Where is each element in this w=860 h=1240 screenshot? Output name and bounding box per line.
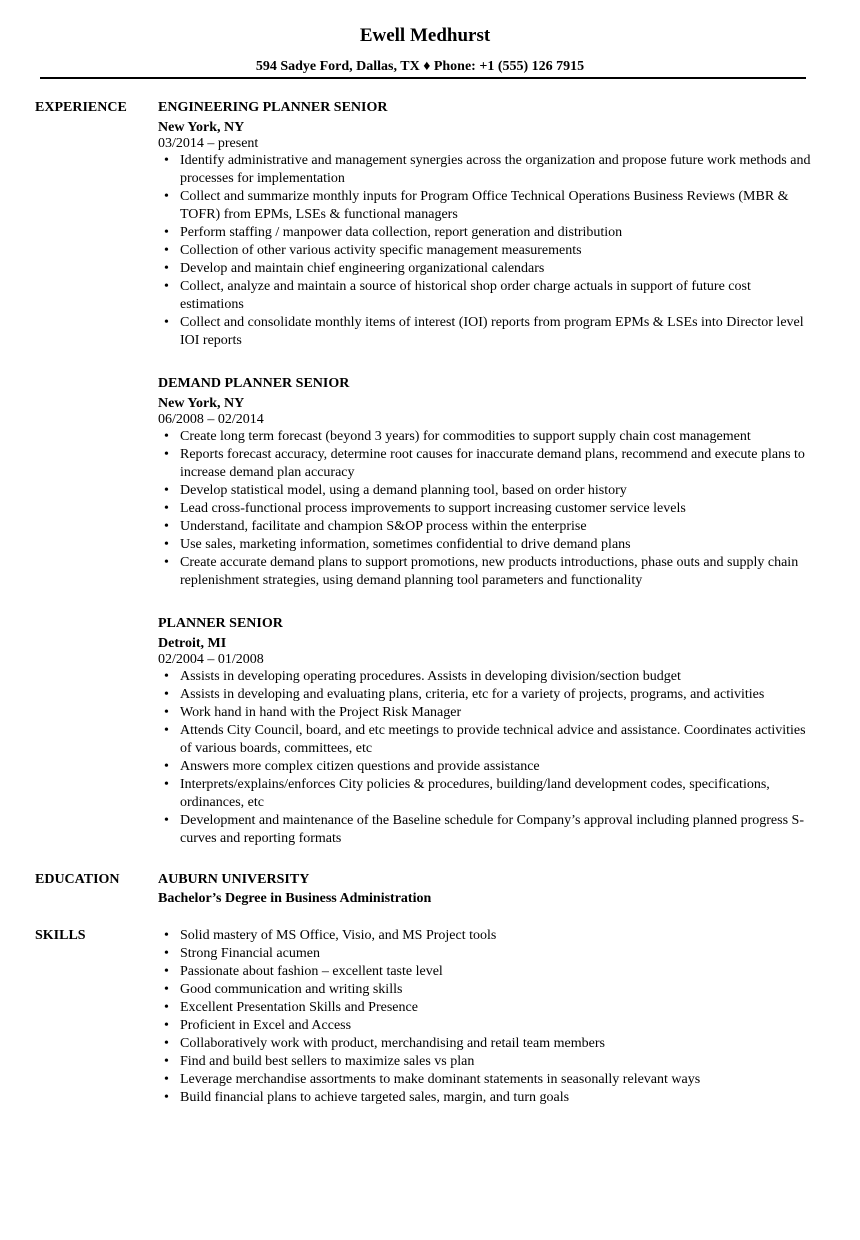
list-item: • Lead cross-functional process improvements to support increasing customer service levels (158, 500, 818, 518)
list-item: • Develop and maintain chief engineering organizational calendars (158, 260, 818, 278)
resume-header (0, 24, 860, 76)
section-label-skills: SKILLS (35, 928, 86, 943)
list-item: • Understand, facilitate and champion S&OP process within the enterprise (158, 518, 818, 536)
list-item: • Leverage merchandise assortments to make dominant statements in seasonally relevant ways (158, 1071, 818, 1089)
list-item: • Good communication and writing skills (158, 981, 818, 999)
list-item: • Collect, analyze and maintain a source of historical shop order charge actuals in support of future cost estimations (158, 278, 818, 314)
job-bullets (158, 668, 818, 848)
school-name: AUBURN UNIVERSITY (158, 872, 310, 887)
list-item: • Collection of other various activity specific management measurements (158, 242, 818, 260)
job-location: New York, NY (158, 396, 245, 411)
job-bullets (158, 152, 818, 350)
experience-body (158, 99, 818, 848)
list-item: • Build financial plans to achieve targeted sales, margin, and turn goals (158, 1089, 818, 1107)
list-item: • Create long term forecast (beyond 3 years) for commodities to support supply chain cost management (158, 428, 818, 446)
list-item: • Perform staffing / manpower data collection, report generation and distribution (158, 224, 818, 242)
list-item: • Attends City Council, board, and etc meetings to provide technical advice and assistance. Coordinates activities of various boards, committees, etc (158, 722, 818, 758)
list-item: • Answers more complex citizen questions and provide assistance (158, 758, 818, 776)
list-item: • Identify administrative and management synergies across the organization and propose future work methods and processes for implementation (158, 152, 818, 188)
candidate-name: Ewell Medhurst (359, 25, 491, 46)
list-item: • Collaboratively work with product, merchandising and retail team members (158, 1035, 818, 1053)
list-item: • Excellent Presentation Skills and Presence (158, 999, 818, 1017)
list-item: • Reports forecast accuracy, determine root causes for inaccurate demand plans, recommend and execute plans to increase demand plan accuracy (158, 446, 818, 482)
list-item: • Assists in developing and evaluating plans, criteria, etc for a variety of projects, programs, and activities (158, 686, 818, 704)
list-item: • Create accurate demand plans to support promotions, new products introductions, phase outs and supply chain replenishment strategies, using demand planning tool parameters and functionality (158, 554, 818, 590)
list-item: • Work hand in hand with the Project Risk Manager (158, 704, 818, 722)
degree: Bachelor’s Degree in Business Administration (158, 891, 432, 906)
job-entry (158, 99, 818, 350)
list-item: • Development and maintenance of the Baseline schedule for Company’s approval including planned progress S-curves and reporting formats (158, 812, 818, 848)
job-location: Detroit, MI (158, 636, 227, 651)
contact-line: 594 Sadye Ford, Dallas, TX ♦ Phone: +1 (555) 126 7915 (255, 59, 585, 74)
job-bullets (158, 428, 818, 590)
job-entry (158, 615, 818, 848)
list-item: • Interprets/explains/enforces City policies & procedures, building/land development codes, specifications, ordinances, etc (158, 776, 818, 812)
section-label-experience: EXPERIENCE (35, 100, 127, 115)
list-item: • Develop statistical model, using a demand planning tool, based on order history (158, 482, 818, 500)
job-title: ENGINEERING PLANNER SENIOR (158, 100, 388, 115)
skills-body (158, 927, 818, 1107)
skills-list (158, 927, 818, 1107)
list-item: • Passionate about fashion – excellent taste level (158, 963, 818, 981)
list-item: • Use sales, marketing information, sometimes confidential to drive demand plans (158, 536, 818, 554)
list-item: • Find and build best sellers to maximize sales vs plan (158, 1053, 818, 1071)
list-item: • Assists in developing operating procedures. Assists in developing division/section budget (158, 668, 818, 686)
job-dates: 06/2008 – 02/2014 (158, 412, 264, 427)
job-dates: 03/2014 – present (158, 136, 259, 151)
list-item: • Collect and consolidate monthly items of interest (IOI) reports from program EPMs & LSEs into Director level IOI reports (158, 314, 818, 350)
list-item: • Strong Financial acumen (158, 945, 818, 963)
job-title: PLANNER SENIOR (158, 616, 283, 631)
job-entry (158, 375, 818, 590)
education-body (158, 871, 818, 908)
section-label-education: EDUCATION (35, 872, 120, 887)
job-location: New York, NY (158, 120, 245, 135)
job-dates: 02/2004 – 01/2008 (158, 652, 264, 667)
list-item: • Proficient in Excel and Access (158, 1017, 818, 1035)
list-item: • Solid mastery of MS Office, Visio, and MS Project tools (158, 927, 818, 945)
list-item: • Collect and summarize monthly inputs for Program Office Technical Operations Business Reviews (MBR & TOFR) from EPMs, LSEs & functional managers (158, 188, 818, 224)
job-title: DEMAND PLANNER SENIOR (158, 376, 350, 391)
header-divider (40, 77, 806, 79)
